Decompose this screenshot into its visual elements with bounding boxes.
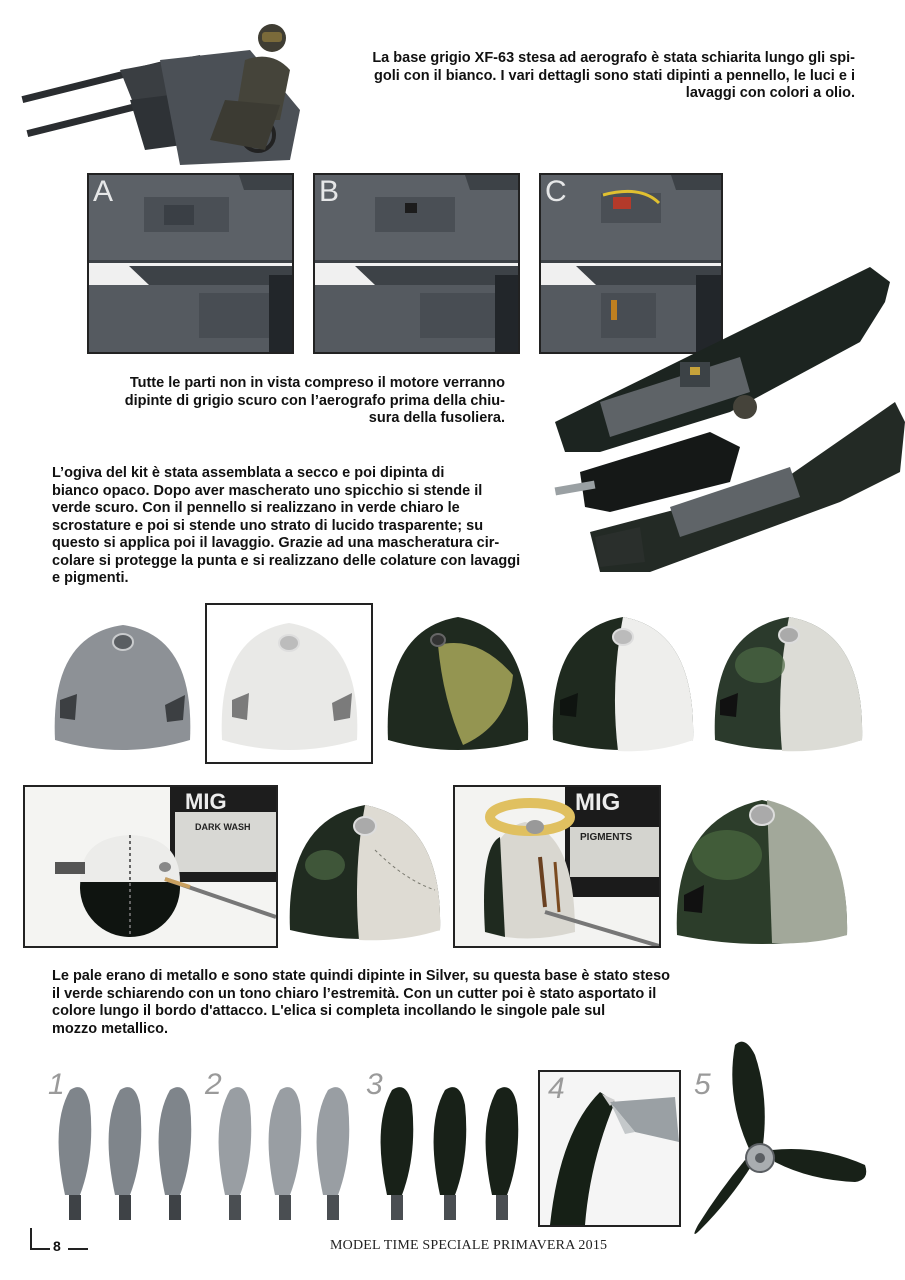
publication-title: MODEL TIME SPECIALE PRIMAVERA 2015 — [330, 1238, 608, 1253]
panel-letter-a: A — [93, 175, 114, 208]
blade-cutter-photo — [538, 1070, 681, 1227]
caption-spinner — [52, 465, 562, 588]
caption-line: La base grigio XF-63 stesa ad aerografo è stata schiarita lungo gli spi- — [372, 50, 855, 66]
assembled-propeller-photo — [690, 1030, 880, 1245]
caption-line: mozzo metallico. — [52, 1020, 169, 1037]
cockpit-gun-photo — [0, 0, 320, 172]
caption-line: colore lungo il bordo d'attacco. L'elica si completa incollando le singole pale sul — [52, 1003, 606, 1019]
step-number-2: 2 — [205, 1068, 222, 1101]
step-number-5: 5 — [694, 1068, 711, 1101]
jar-label-product: DARK WASH — [195, 822, 251, 832]
caption-blades — [52, 968, 712, 1038]
spinner-photo-grey — [45, 610, 200, 760]
jar-label-brand: MIG — [185, 789, 227, 814]
panel-letter-b: B — [319, 175, 340, 208]
panel-photo-b — [313, 173, 520, 354]
caption-line: Tutte le parti non in vista compreso il motore verranno — [129, 375, 505, 391]
wash-application-photo — [23, 785, 278, 948]
spinner-photo-final — [672, 785, 852, 950]
panel-photo-a — [87, 173, 294, 354]
spinner-photo-weathered — [710, 605, 868, 760]
fuselage-assembly-photo — [540, 262, 905, 592]
panel-letter-c: C — [545, 175, 567, 208]
step-number-1: 1 — [48, 1068, 65, 1101]
caption-line: scrostature e poi si stende uno strato di lucido trasparente; su — [52, 517, 484, 534]
caption-line: bianco opaco. Dopo aver mascherato uno spicchio si stende il — [52, 482, 483, 499]
pigment-streaks-photo — [453, 785, 661, 948]
step-number-4: 4 — [548, 1072, 565, 1105]
caption-line: goli con il bianco. I vari dettagli sono stati dipinti a pennello, le luci e i — [374, 67, 855, 84]
spinner-photo-half — [548, 605, 698, 760]
blades-photo-green — [362, 1075, 532, 1225]
caption-dark-parts — [80, 375, 505, 428]
spinner-photo-green-masked — [383, 605, 533, 760]
blades-photo-grey — [205, 1075, 360, 1225]
footer-rule-vertical — [30, 1228, 32, 1250]
page-number: 8 — [53, 1238, 61, 1254]
footer-rule-left — [30, 1248, 50, 1250]
caption-line: il verde schiarendo con un tono chiaro l’estremità. Con un cutter poi è stato asportato il — [52, 985, 657, 1002]
jar-label-brand: MIG — [575, 789, 621, 816]
caption-line: e pigmenti. — [52, 570, 129, 586]
caption-line: questo si applica poi il lavaggio. Grazie ad una mascheratura cir- — [52, 535, 500, 551]
caption-line: lavaggi con colori a olio. — [685, 85, 855, 101]
blades-photo-silver — [45, 1075, 205, 1225]
step-number-3: 3 — [366, 1068, 383, 1101]
spinner-photo-white — [205, 603, 373, 764]
jar-label-product: PIGMENTS — [580, 832, 633, 843]
caption-line: colare si protegge la punta e si realizzano delle colature con lavaggi — [52, 552, 521, 569]
caption-line: sura della fusoliera. — [368, 410, 505, 426]
footer-rule-right — [68, 1248, 88, 1250]
caption-line: verde scuro. Con il pennello si realizzano in verde chiaro le — [52, 500, 460, 516]
caption-intro — [322, 50, 855, 103]
spinner-photo-washed — [285, 790, 445, 948]
caption-line: L’ogiva del kit è stata assemblata a secco e poi dipinta di — [52, 465, 445, 481]
caption-line: dipinte di grigio scuro con l’aerografo prima della chiu- — [124, 392, 505, 409]
caption-line: Le pale erano di metallo e sono state quindi dipinte in Silver, su questa base è stato steso — [52, 968, 671, 984]
